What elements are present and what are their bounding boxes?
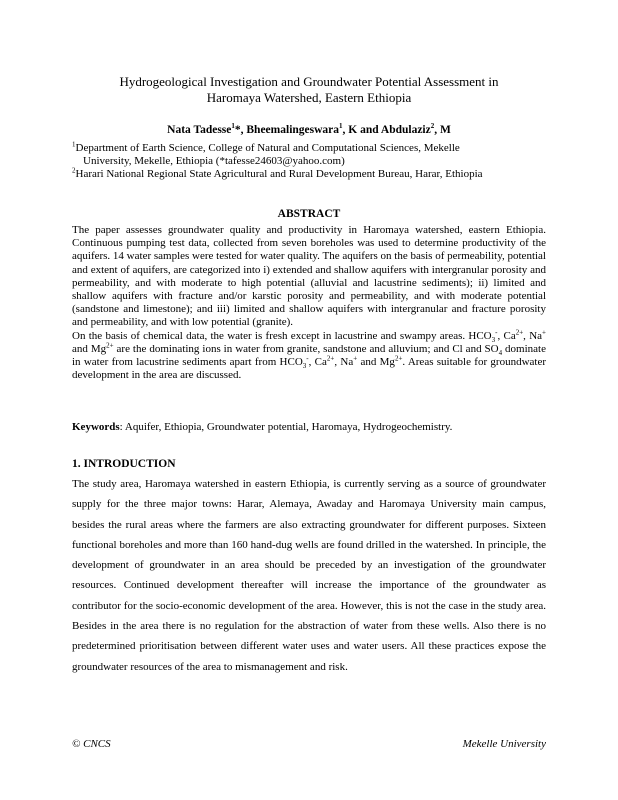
author-list	[72, 123, 546, 137]
abstract-heading: ABSTRACT	[277, 208, 341, 220]
affiliation-1	[72, 142, 546, 168]
affiliation-2-line-1: Harari National Regional State Agricultural and Rural Development Bureau, Harar, Ethiopia	[75, 168, 483, 180]
author-separator: ,	[240, 124, 247, 136]
affiliation-1-line-1: Department of Earth Science, College of Natural and Computational Sciences, Mekelle	[75, 142, 460, 154]
keywords-label: Keywords	[72, 421, 120, 433]
abstract-paragraph-2	[72, 327, 546, 383]
abstract-body	[72, 224, 546, 382]
abstract-paragraph-1: The paper assesses groundwater quality and productivity in Haromaya watershed, eastern Ethiopia. Continuous pumping test data, collected from seven boreholes was used to determine productivity of the aquifers. 14 water samples were tested for water quality. The aquifers on the basis of permeability, potential and extent of aquifers, are categorized into i) extended and shallow aquifers with intergranular porosity and permeability, and with moderate to high potential (alluvial and lacustrine sediments); ii) limited and shallow aquifers with fracture and/or karstic porosity and permeability, and with moderate potential (sandstone and limestone); and iii) limited and shallow aquifers with intergranular and fracture porosity and permeability, and with low potential (granite).	[72, 224, 546, 329]
author-3: , K and Abdulaziz	[342, 124, 431, 136]
author-2: Bheemalingeswara	[246, 124, 340, 136]
title-line-1: Hydrogeological Investigation and Groundwater Potential Assessment in	[119, 74, 499, 89]
title-line-2: Haromaya Watershed, Eastern Ethiopia	[206, 90, 412, 105]
footer-copyright: © CNCS	[72, 738, 111, 750]
abstract-text: , Ca	[497, 329, 516, 342]
author-1-affil: 1	[231, 122, 235, 131]
affiliation-1-number: 1	[72, 140, 76, 149]
abstract-text: On the basis of chemical data, the water is fresh except in lacustrine and swampy areas. HCO	[72, 329, 492, 342]
footer-institution: Mekelle University	[462, 738, 546, 750]
subscript: 3	[491, 335, 496, 344]
keywords-text: : Aquifer, Ethiopia, Groundwater potential, Haromaya, Hydrogeochemistry.	[119, 421, 453, 433]
author-3-affil: 2	[430, 122, 435, 131]
paper-title	[72, 74, 546, 106]
superscript: -	[306, 354, 309, 363]
keywords	[72, 421, 546, 434]
section-heading-introduction: 1. INTRODUCTION	[72, 458, 176, 470]
abstract-text: are the dominating ions in water from granite, sandstone and alluvium; and Cl and SO	[113, 342, 499, 355]
abstract-text: dominate in water from lacustrine sediments apart from HCO	[72, 342, 546, 369]
author-2-affil: 1	[339, 122, 343, 131]
abstract-text: , Na	[334, 356, 354, 369]
author-1: Nata Tadesse	[167, 124, 232, 136]
abstract-text: and Mg	[72, 342, 107, 355]
abstract-text: , Na	[523, 329, 543, 342]
affiliation-2	[72, 168, 546, 181]
abstract-text: . Areas suitable for groundwater development in the area are discussed.	[72, 356, 546, 382]
affiliation-2-number: 2	[72, 166, 76, 175]
superscript: 2+	[326, 354, 335, 363]
abstract-text: , Ca	[308, 356, 327, 369]
introduction-body	[72, 474, 546, 677]
corresponding-star: *	[234, 124, 241, 136]
author-3-tail: , M	[434, 124, 451, 136]
subscript: 3	[302, 362, 307, 371]
abstract-text: and Mg	[357, 356, 395, 369]
affiliation-1-line-2: University, Mekelle, Ethiopia (*tafesse24603@yahoo.com)	[83, 155, 345, 167]
superscript: 2+	[394, 354, 403, 363]
introduction-paragraph: The study area, Haromaya watershed in eastern Ethiopia, is currently serving as a source of groundwater supply for the three major towns: Harar, Alemaya, Awaday and Haromaya University main campus, besides the rural areas where the farmers are also extracting groundwater for different purposes. Sixteen functional boreholes and more than 160 hand-dug wells are found drilled in the watershed. In principle, the development of groundwater in an area should be preceded by an investigation of the groundwater resources. Continued development thereafter will increase the importance of the groundwater as contributor for the socio-economic development of the area. However, this is not the case in the study area. Besides in the area there is no regulation for the abstraction of water from these wells. Also there is no predetermined prioritisation between different water uses and water users. All these practices expose the groundwater resources of the area to mismanagement and risk.	[72, 478, 546, 673]
subscript: 4	[498, 349, 503, 358]
superscript: 2+	[515, 327, 524, 336]
superscript: +	[353, 354, 358, 363]
superscript: -	[495, 327, 498, 336]
superscript: +	[542, 327, 546, 336]
superscript: 2+	[106, 341, 114, 350]
